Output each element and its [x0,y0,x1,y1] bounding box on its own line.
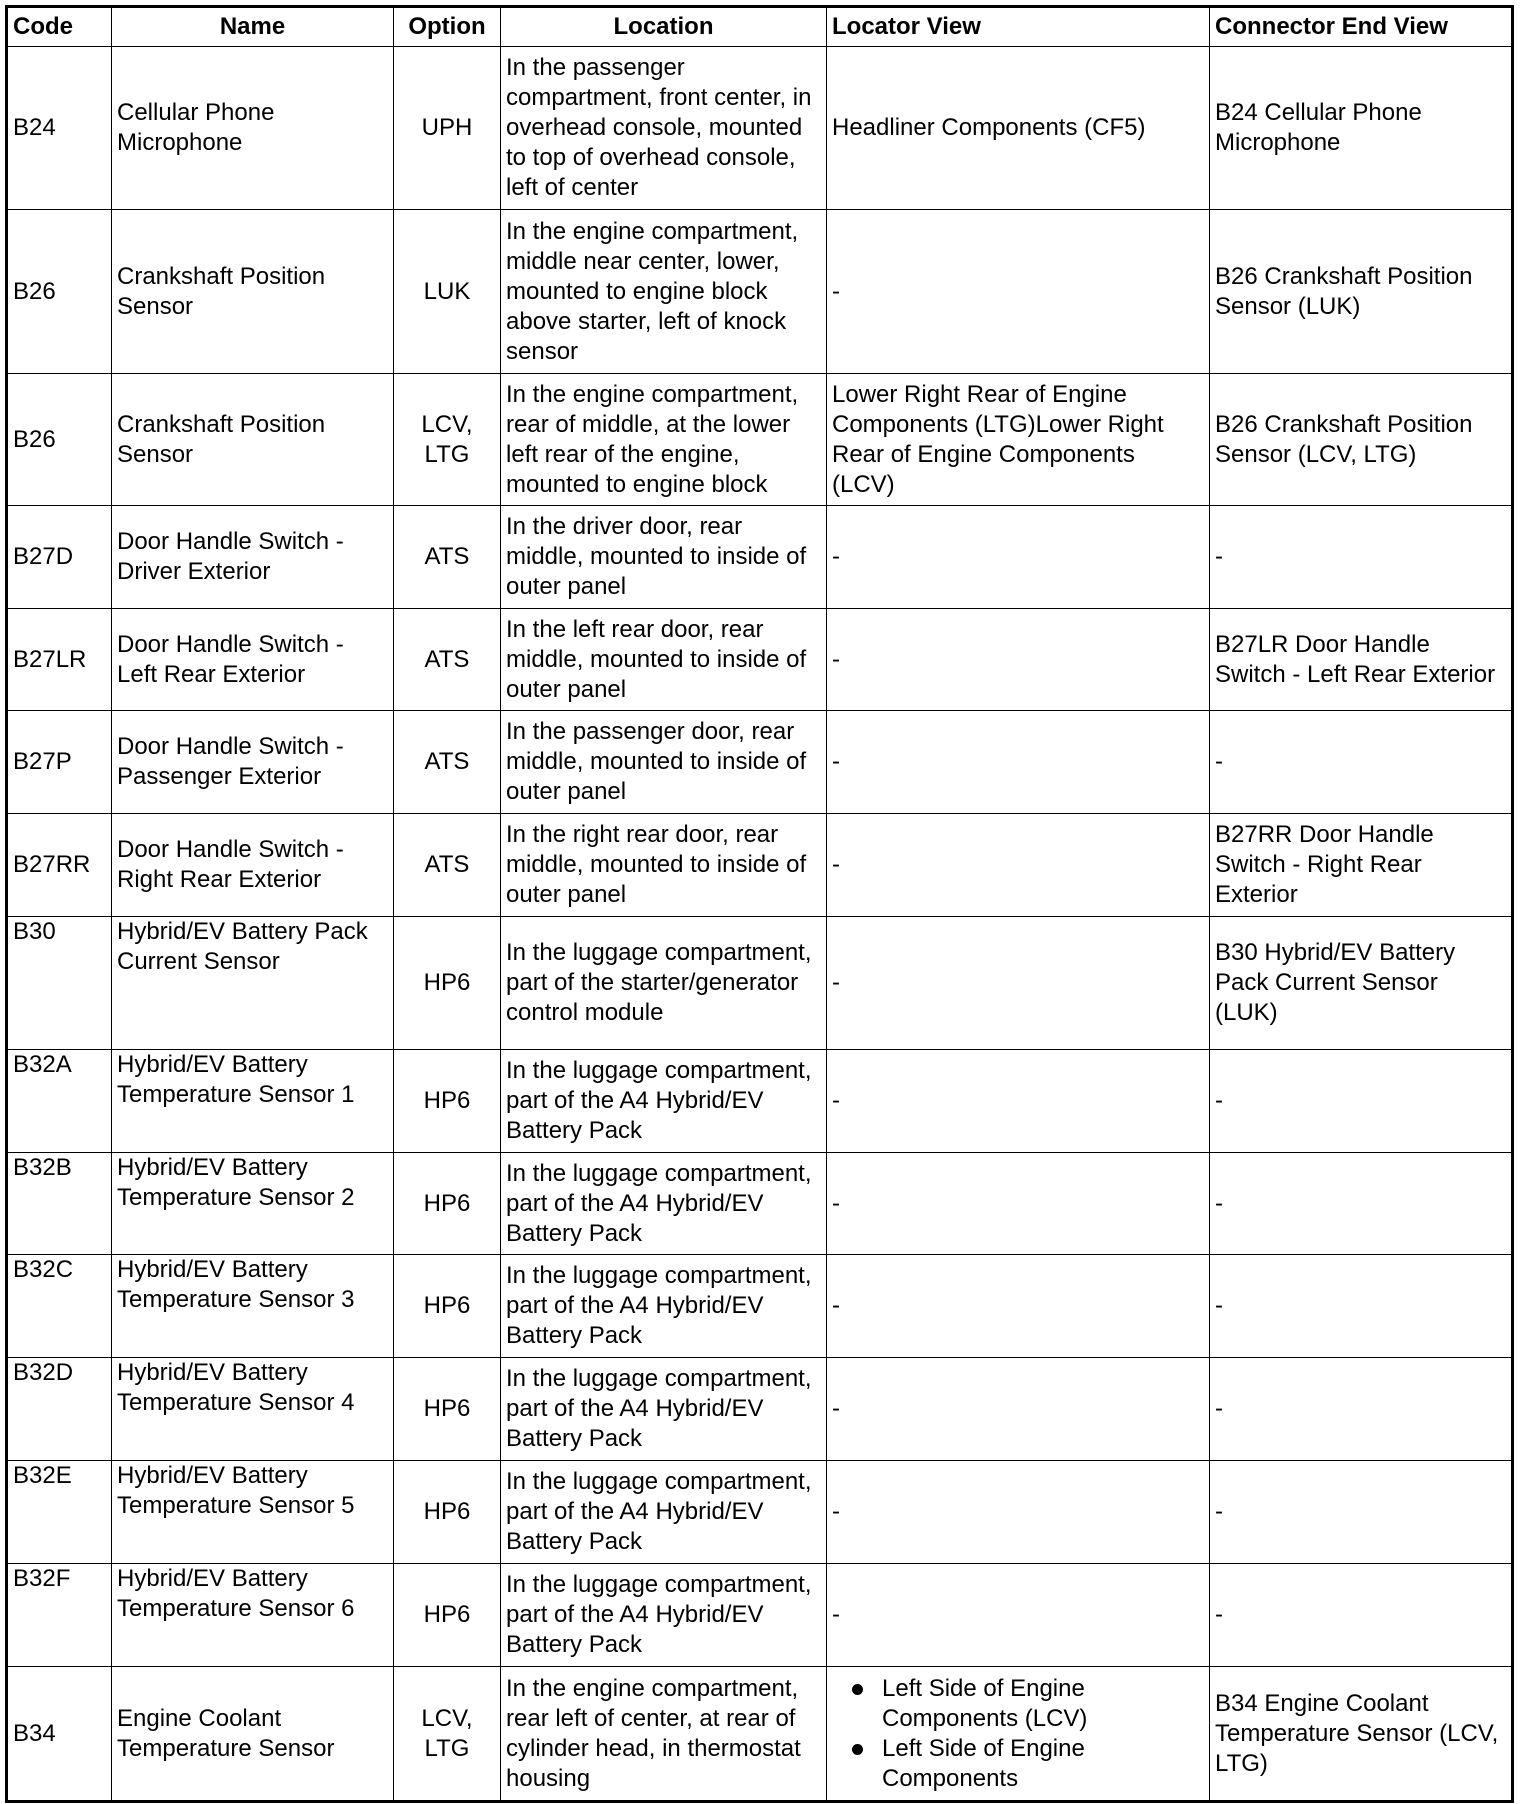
locator-view-cell: - [827,506,1210,609]
connector-end-view-cell: B34 Engine Coolant Temperature Sensor (LCV, LTG) [1210,1667,1513,1802]
name-cell: Crankshaft Position Sensor [112,210,394,374]
code-cell: B27RR [7,814,112,917]
name-cell: Crankshaft Position Sensor [112,374,394,506]
header-row [7,7,1513,47]
option-cell: HP6 [394,1461,501,1564]
table-row [7,1255,1513,1358]
code-cell: B32C [7,1255,112,1358]
locator-view-cell: - [827,609,1210,711]
location-cell: In the engine compartment, rear left of center, at rear of cylinder head, in thermostat housing [501,1667,827,1802]
name-cell: Hybrid/EV Battery Temperature Sensor 3 [112,1255,394,1358]
locator-view-cell: - [827,1564,1210,1667]
location-cell: In the luggage compartment, part of the A4 Hybrid/EV Battery Pack [501,1564,827,1667]
connector-end-view-cell: - [1210,1358,1513,1461]
option-cell: UPH [394,47,501,210]
code-cell: B32E [7,1461,112,1564]
code-cell: B32A [7,1050,112,1153]
code-cell: B34 [7,1667,112,1802]
option-cell: ATS [394,609,501,711]
locator-list [832,1674,1204,1794]
name-cell: Hybrid/EV Battery Temperature Sensor 2 [112,1153,394,1255]
name-cell: Hybrid/EV Battery Temperature Sensor 4 [112,1358,394,1461]
locator-view-cell: - [827,1153,1210,1255]
location-cell: In the luggage compartment, part of the A4 Hybrid/EV Battery Pack [501,1358,827,1461]
component-locator-table [5,5,1514,1803]
location-cell: In the luggage compartment, part of the starter/generator control module [501,917,827,1050]
locator-view-cell: - [827,1461,1210,1564]
table-row [7,1153,1513,1255]
option-cell: ATS [394,506,501,609]
location-cell: In the driver door, rear middle, mounted to inside of outer panel [501,506,827,609]
locator-view-cell: - [827,1255,1210,1358]
connector-end-view-cell: B24 Cellular Phone Microphone [1210,47,1513,210]
table-row [7,1564,1513,1667]
name-cell: Door Handle Switch - Left Rear Exterior [112,609,394,711]
header-code: Code [7,7,112,47]
option-cell: HP6 [394,1153,501,1255]
connector-end-view-cell: - [1210,506,1513,609]
table-row [7,374,1513,506]
connector-end-view-cell: - [1210,1050,1513,1153]
option-cell: HP6 [394,917,501,1050]
connector-end-view-cell: B26 Crankshaft Position Sensor (LUK) [1210,210,1513,374]
locator-list-item: Left Side of Engine Components (LCV) [882,1674,1204,1734]
table-row [7,711,1513,814]
code-cell: B27D [7,506,112,609]
option-cell: ATS [394,711,501,814]
code-cell: B26 [7,374,112,506]
option-cell: LCV, LTG [394,1667,501,1802]
locator-view-cell: Lower Right Rear of Engine Components (LTG)Lower Right Rear of Engine Components (LCV) [827,374,1210,506]
locator-view-cell: - [827,210,1210,374]
name-cell: Hybrid/EV Battery Temperature Sensor 5 [112,1461,394,1564]
option-cell: ATS [394,814,501,917]
code-cell: B27LR [7,609,112,711]
option-cell: HP6 [394,1050,501,1153]
table-row [7,1667,1513,1802]
name-cell: Hybrid/EV Battery Temperature Sensor 6 [112,1564,394,1667]
table-row [7,506,1513,609]
table-row [7,917,1513,1050]
connector-end-view-cell: - [1210,1153,1513,1255]
connector-end-view-cell: B30 Hybrid/EV Battery Pack Current Sensor (LUK) [1210,917,1513,1050]
option-cell: HP6 [394,1564,501,1667]
location-cell: In the engine compartment, rear of middle, at the lower left rear of the engine, mounted to engine block [501,374,827,506]
locator-list-item: Left Side of Engine Components [882,1734,1204,1794]
name-cell: Cellular Phone Microphone [112,47,394,210]
locator-view-cell: - [827,1050,1210,1153]
locator-view-cell: Headliner Components (CF5) [827,47,1210,210]
locator-view-cell: - [827,814,1210,917]
connector-end-view-cell: - [1210,711,1513,814]
locator-view-cell [827,1667,1210,1802]
table-row [7,1358,1513,1461]
connector-end-view-cell: - [1210,1255,1513,1358]
location-cell: In the luggage compartment, part of the A4 Hybrid/EV Battery Pack [501,1153,827,1255]
option-cell: LCV, LTG [394,374,501,506]
code-cell: B24 [7,47,112,210]
location-cell: In the luggage compartment, part of the A4 Hybrid/EV Battery Pack [501,1255,827,1358]
code-cell: B32D [7,1358,112,1461]
code-cell: B30 [7,917,112,1050]
location-cell: In the luggage compartment, part of the A4 Hybrid/EV Battery Pack [501,1461,827,1564]
locator-view-cell: - [827,1358,1210,1461]
header-location: Location [501,7,827,47]
table-row [7,210,1513,374]
code-cell: B27P [7,711,112,814]
location-cell: In the luggage compartment, part of the A4 Hybrid/EV Battery Pack [501,1050,827,1153]
location-cell: In the right rear door, rear middle, mounted to inside of outer panel [501,814,827,917]
table-row [7,1050,1513,1153]
connector-end-view-cell: - [1210,1461,1513,1564]
location-cell: In the passenger door, rear middle, mounted to inside of outer panel [501,711,827,814]
option-cell: LUK [394,210,501,374]
option-cell: HP6 [394,1358,501,1461]
table-row [7,1461,1513,1564]
locator-view-cell: - [827,711,1210,814]
location-cell: In the passenger compartment, front center, in overhead console, mounted to top of overhead console, left of center [501,47,827,210]
location-cell: In the left rear door, rear middle, mounted to inside of outer panel [501,609,827,711]
name-cell: Door Handle Switch - Right Rear Exterior [112,814,394,917]
location-cell: In the engine compartment, middle near center, lower, mounted to engine block above starter, left of knock sensor [501,210,827,374]
connector-end-view-cell: - [1210,1564,1513,1667]
code-cell: B26 [7,210,112,374]
name-cell: Door Handle Switch - Driver Exterior [112,506,394,609]
name-cell: Hybrid/EV Battery Temperature Sensor 1 [112,1050,394,1153]
connector-end-view-cell: B27LR Door Handle Switch - Left Rear Exterior [1210,609,1513,711]
connector-end-view-cell: B27RR Door Handle Switch - Right Rear Exterior [1210,814,1513,917]
connector-end-view-cell: B26 Crankshaft Position Sensor (LCV, LTG) [1210,374,1513,506]
table-row [7,814,1513,917]
header-name: Name [112,7,394,47]
name-cell: Door Handle Switch - Passenger Exterior [112,711,394,814]
option-cell: HP6 [394,1255,501,1358]
name-cell: Engine Coolant Temperature Sensor [112,1667,394,1802]
locator-view-cell: - [827,917,1210,1050]
header-locator-view: Locator View [827,7,1210,47]
name-cell: Hybrid/EV Battery Pack Current Sensor [112,917,394,1050]
header-connector-end-view: Connector End View [1210,7,1513,47]
header-option: Option [394,7,501,47]
table-row [7,47,1513,210]
code-cell: B32F [7,1564,112,1667]
table-row [7,609,1513,711]
code-cell: B32B [7,1153,112,1255]
